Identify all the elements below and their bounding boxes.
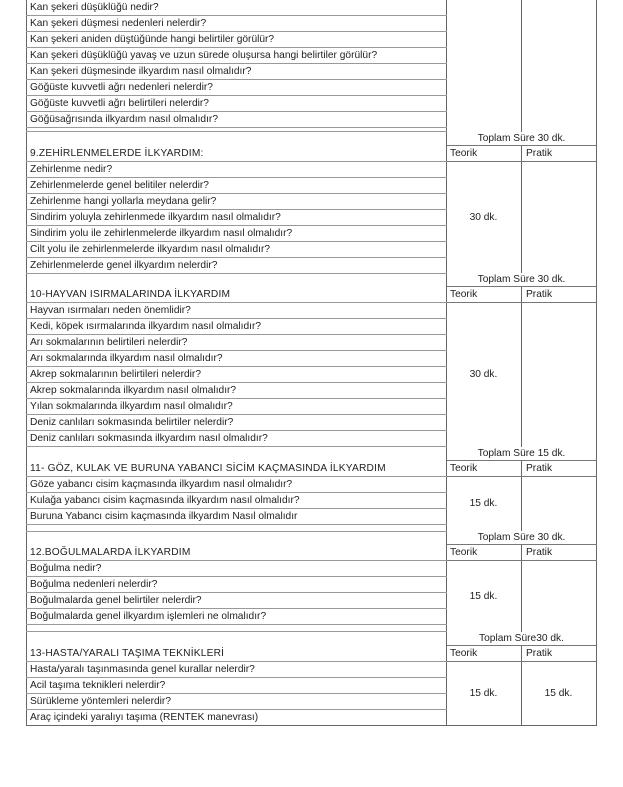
question-item: Kan şekeri düşüklüğü yavaş ve uzun sürede oluşursa hangi belirtiler görülür? <box>27 48 447 64</box>
section-title: 10-HAYVAN ISIRMALARINDA İLKYARDIM <box>27 273 447 303</box>
question-item: Göğüsağrısında ilkyardım nasıl olmalıdır? <box>27 112 447 128</box>
question-item: Kan şekeri düşüklüğü nedir? <box>27 0 447 16</box>
question-item: Deniz canlıları sokmasında ilkyardım nasıl olmalıdır? <box>27 431 447 447</box>
teorik-duration: 15 dk. <box>447 561 522 632</box>
section-header-row <box>27 132 597 146</box>
spacer <box>27 625 447 632</box>
teorik-duration: 15 dk. <box>447 661 522 725</box>
pratik-label: Pratik <box>522 460 597 476</box>
curriculum-document <box>26 0 596 726</box>
table-row <box>27 561 597 577</box>
total-duration: Toplam Süre30 dk. <box>447 632 597 646</box>
question-item: Arı sokmalarında ilkyardım nasıl olmalıdır? <box>27 351 447 367</box>
question-item: Kan şekeri düşmesi nedenleri nelerdir? <box>27 16 447 32</box>
question-item: Kedi, köpek ısırmalarında ilkyardım nasıl olmalıdır? <box>27 319 447 335</box>
pratik-duration <box>522 303 597 447</box>
teorik-duration: 30 dk. <box>447 161 522 273</box>
table-row <box>27 303 597 319</box>
teorik-label: Teorik <box>447 287 522 303</box>
pratik-duration: 15 dk. <box>522 661 597 725</box>
question-item: Sindirim yolu ile zehirlenmelerde ilkyardım nasıl olmalıdır? <box>27 225 447 241</box>
teorik-label: Teorik <box>447 460 522 476</box>
question-item: Arı sokmalarının belirtileri nelerdir? <box>27 335 447 351</box>
question-item: Sürükleme yöntemleri nelerdir? <box>27 693 447 709</box>
question-item: Hayvan ısırmaları neden önemlidir? <box>27 303 447 319</box>
question-item: Akrep sokmalarında ilkyardım nasıl olmalıdır? <box>27 383 447 399</box>
teorik-cell <box>447 0 522 132</box>
question-item: Zehirlenmelerde genel belitiler nelerdir? <box>27 177 447 193</box>
pratik-cell <box>522 0 597 132</box>
teorik-label: Teorik <box>447 645 522 661</box>
question-item: Zehirlenme hangi yollarla meydana gelir? <box>27 193 447 209</box>
question-item: Boğulmalarda genel belirtiler nelerdir? <box>27 593 447 609</box>
table-row <box>27 0 597 16</box>
pratik-duration <box>522 561 597 632</box>
pratik-duration <box>522 161 597 273</box>
total-duration: Toplam Süre 30 dk. <box>447 273 597 287</box>
question-item: Acil taşıma teknikleri nelerdir? <box>27 677 447 693</box>
teorik-label: Teorik <box>447 545 522 561</box>
section-header-row <box>27 273 597 287</box>
pratik-label: Pratik <box>522 145 597 161</box>
question-item: Akrep sokmalarının belirtileri nelerdir? <box>27 367 447 383</box>
question-item: Kulağa yabancı cisim kaçmasında ilkyardım nasıl olmalıdır? <box>27 492 447 508</box>
question-item: Kan şekeri aniden düştüğünde hangi belirtiler görülür? <box>27 32 447 48</box>
question-item: Araç içindeki yaralıyı taşıma (RENTEK manevrası) <box>27 709 447 725</box>
table-row <box>27 161 597 177</box>
section-title: 11- GÖZ, KULAK VE BURUNA YABANCI SİCİM KAÇMASINDA İLKYARDIM <box>27 447 447 477</box>
spacer <box>27 524 447 531</box>
question-item: Göğüste kuvvetli ağrı belirtileri nelerdir? <box>27 96 447 112</box>
question-item: Göze yabancı cisim kaçmasında ilkyardım nasıl olmalıdır? <box>27 476 447 492</box>
table-row <box>27 661 597 677</box>
question-item: Göğüste kuvvetli ağrı nedenleri nelerdir? <box>27 80 447 96</box>
section-title: 13-HASTA/YARALI TAŞIMA TEKNİKLERİ <box>27 632 447 662</box>
section-title: 9.ZEHİRLENMELERDE İLKYARDIM: <box>27 132 447 162</box>
question-item: Hasta/yaralı taşınmasında genel kurallar nelerdir? <box>27 661 447 677</box>
section-header-row <box>27 531 597 545</box>
total-duration: Toplam Süre 30 dk. <box>447 132 597 146</box>
table-row <box>27 476 597 492</box>
total-duration: Toplam Süre 30 dk. <box>447 531 597 545</box>
question-item: Kan şekeri düşmesinde ilkyardım nasıl olmalıdır? <box>27 64 447 80</box>
teorik-duration: 15 dk. <box>447 476 522 531</box>
section-header-row <box>27 632 597 646</box>
question-item: Buruna Yabancı cisim kaçmasında ilkyardım Nasıl olmalıdır <box>27 508 447 524</box>
question-item: Boğulma nedir? <box>27 561 447 577</box>
question-item: Deniz canlıları sokmasında belirtiler nelerdir? <box>27 415 447 431</box>
question-item: Sindirim yoluyla zehirlenmede ilkyardım nasıl olmalıdır? <box>27 209 447 225</box>
pratik-label: Pratik <box>522 287 597 303</box>
pratik-label: Pratik <box>522 545 597 561</box>
question-item: Cilt yolu ile zehirlenmelerde ilkyardım nasıl olmalıdır? <box>27 241 447 257</box>
curriculum-table <box>26 0 597 726</box>
total-duration: Toplam Süre 15 dk. <box>447 447 597 461</box>
question-item: Yılan sokmalarında ilkyardım nasıl olmalıdır? <box>27 399 447 415</box>
pratik-duration <box>522 476 597 531</box>
question-item: Boğulmalarda genel ilkyardım işlemleri ne olmalıdır? <box>27 609 447 625</box>
question-item: Boğulma nedenleri nelerdir? <box>27 577 447 593</box>
section-title: 12.BOĞULMALARDA İLKYARDIM <box>27 531 447 561</box>
pratik-label: Pratik <box>522 645 597 661</box>
question-item: Zehirlenme nedir? <box>27 161 447 177</box>
teorik-label: Teorik <box>447 145 522 161</box>
question-item: Zehirlenmelerde genel ilkyardım nelerdir? <box>27 257 447 273</box>
section-header-row <box>27 447 597 461</box>
teorik-duration: 30 dk. <box>447 303 522 447</box>
